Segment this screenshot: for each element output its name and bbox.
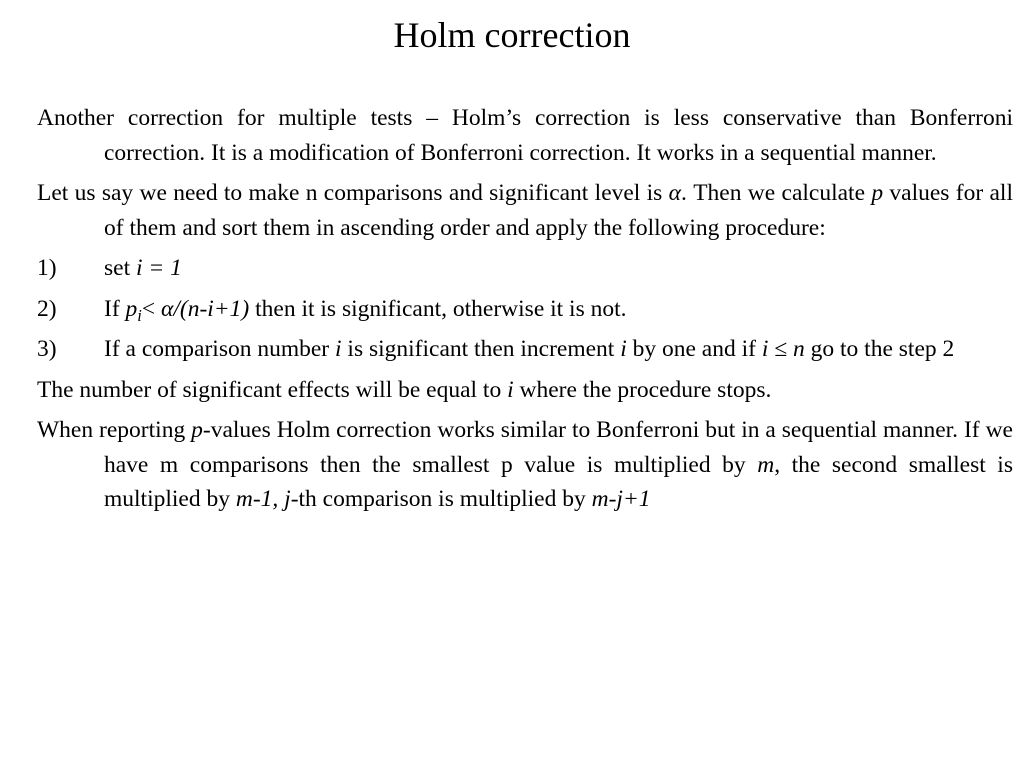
- math-expression: /(n-i+1): [173, 295, 250, 322]
- step-text: [104, 292, 1013, 327]
- text-run: . Then we calculate: [681, 180, 872, 206]
- math-expression: m: [757, 451, 775, 478]
- text-run: by one and if: [626, 336, 762, 362]
- text-run: is significant then increment: [341, 336, 621, 362]
- step-number: 1): [37, 255, 57, 281]
- slide-content: [37, 101, 1013, 523]
- text-run: -th comparison is multiplied by: [290, 486, 592, 512]
- step-text: [104, 251, 1013, 286]
- paragraph-intro-text: Another correction for multiple tests – Holm’s correction is less conservative than Bonferroni correction. It is a modification of Bonferroni correction. It works in a sequential manner.: [37, 105, 1013, 166]
- less-than-symbol: <: [141, 295, 161, 322]
- text-run: -values Holm correction works similar to Bonferroni but in a sequential manner. If we have m comparisons then the smallest p value is multiplied by: [104, 417, 1013, 478]
- math-expression: i = 1: [135, 255, 182, 281]
- text-run: When reporting: [37, 417, 192, 443]
- paragraph-reporting: [37, 413, 1013, 517]
- text-run: values for all of them and sort them in ascending order and apply the following procedure:: [104, 180, 1013, 241]
- p-symbol: p: [125, 295, 138, 322]
- p-symbol: p: [871, 180, 884, 206]
- math-expression: m-j+1: [591, 486, 651, 512]
- alpha-symbol: α: [161, 295, 174, 322]
- paragraph-result: [37, 373, 1013, 408]
- procedure-step-3: [37, 332, 1013, 367]
- procedure-step-2: [37, 292, 1013, 327]
- text-run: The number of significant effects will be equal to: [37, 376, 508, 403]
- math-expression: m-1, j: [235, 486, 291, 512]
- procedure-step-1: [37, 251, 1013, 286]
- i-symbol: i: [620, 336, 627, 362]
- slide-title: Holm correction: [393, 15, 631, 55]
- i-symbol: i: [507, 376, 514, 403]
- text-run: set: [104, 255, 136, 281]
- text-run: , the second smallest is multiplied by: [104, 451, 1013, 512]
- step-number: 3): [37, 336, 57, 362]
- text-run: Let us say we need to make n comparisons and significant level is: [37, 180, 669, 206]
- p-symbol: p: [191, 417, 203, 443]
- step-number: 2): [37, 295, 57, 322]
- i-symbol: i: [335, 336, 342, 362]
- paragraph-setup: [37, 176, 1013, 245]
- alpha-symbol: α: [668, 180, 681, 206]
- text-run: go to the step 2: [804, 336, 955, 362]
- step-text: [104, 332, 1013, 367]
- paragraph-intro: [37, 101, 1013, 170]
- math-expression: i ≤ n: [761, 336, 805, 362]
- text-run: then it is significant, otherwise it is not.: [249, 295, 627, 322]
- subscript-i: i: [137, 305, 142, 325]
- text-run: where the procedure stops.: [513, 376, 772, 403]
- text-run: If: [104, 295, 126, 322]
- text-run: If a comparison number: [104, 336, 336, 362]
